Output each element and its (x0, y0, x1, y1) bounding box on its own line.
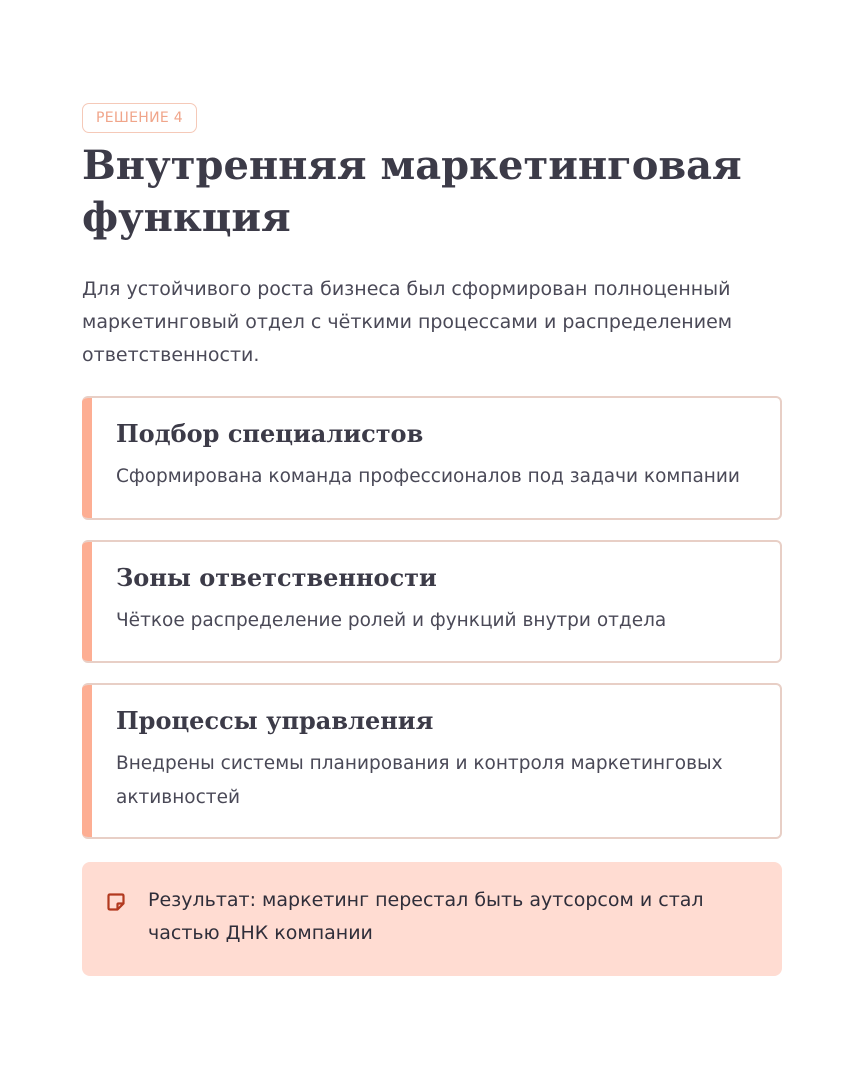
card-description: Сформирована команда профессионалов под задачи компании (116, 466, 740, 487)
card-description: Чёткое распределение ролей и функций внутри отдела (116, 610, 667, 631)
feature-card-responsibility (82, 540, 782, 663)
intro-paragraph: Для устойчивого роста бизнеса был сформирован полноценный маркетинговый отдел с чёткими процессами и распределением ответственности. (82, 278, 733, 366)
card-title: Зоны ответственности (116, 563, 437, 592)
section-badge: РЕШЕНИЕ 4 (82, 103, 197, 133)
page-title: Внутренняя маркетинговая функция (82, 142, 742, 241)
card-title: Подбор специалистов (116, 419, 424, 448)
feature-card-processes (82, 683, 782, 839)
note-icon (106, 892, 126, 912)
result-callout (82, 862, 782, 976)
result-text: Результат: маркетинг перестал быть аутсорсом и стал частью ДНК компании (148, 889, 704, 944)
feature-card-specialists (82, 396, 782, 520)
card-description: Внедрены системы планирования и контроля маркетинговых активностей (116, 753, 723, 808)
card-title: Процессы управления (116, 706, 434, 735)
